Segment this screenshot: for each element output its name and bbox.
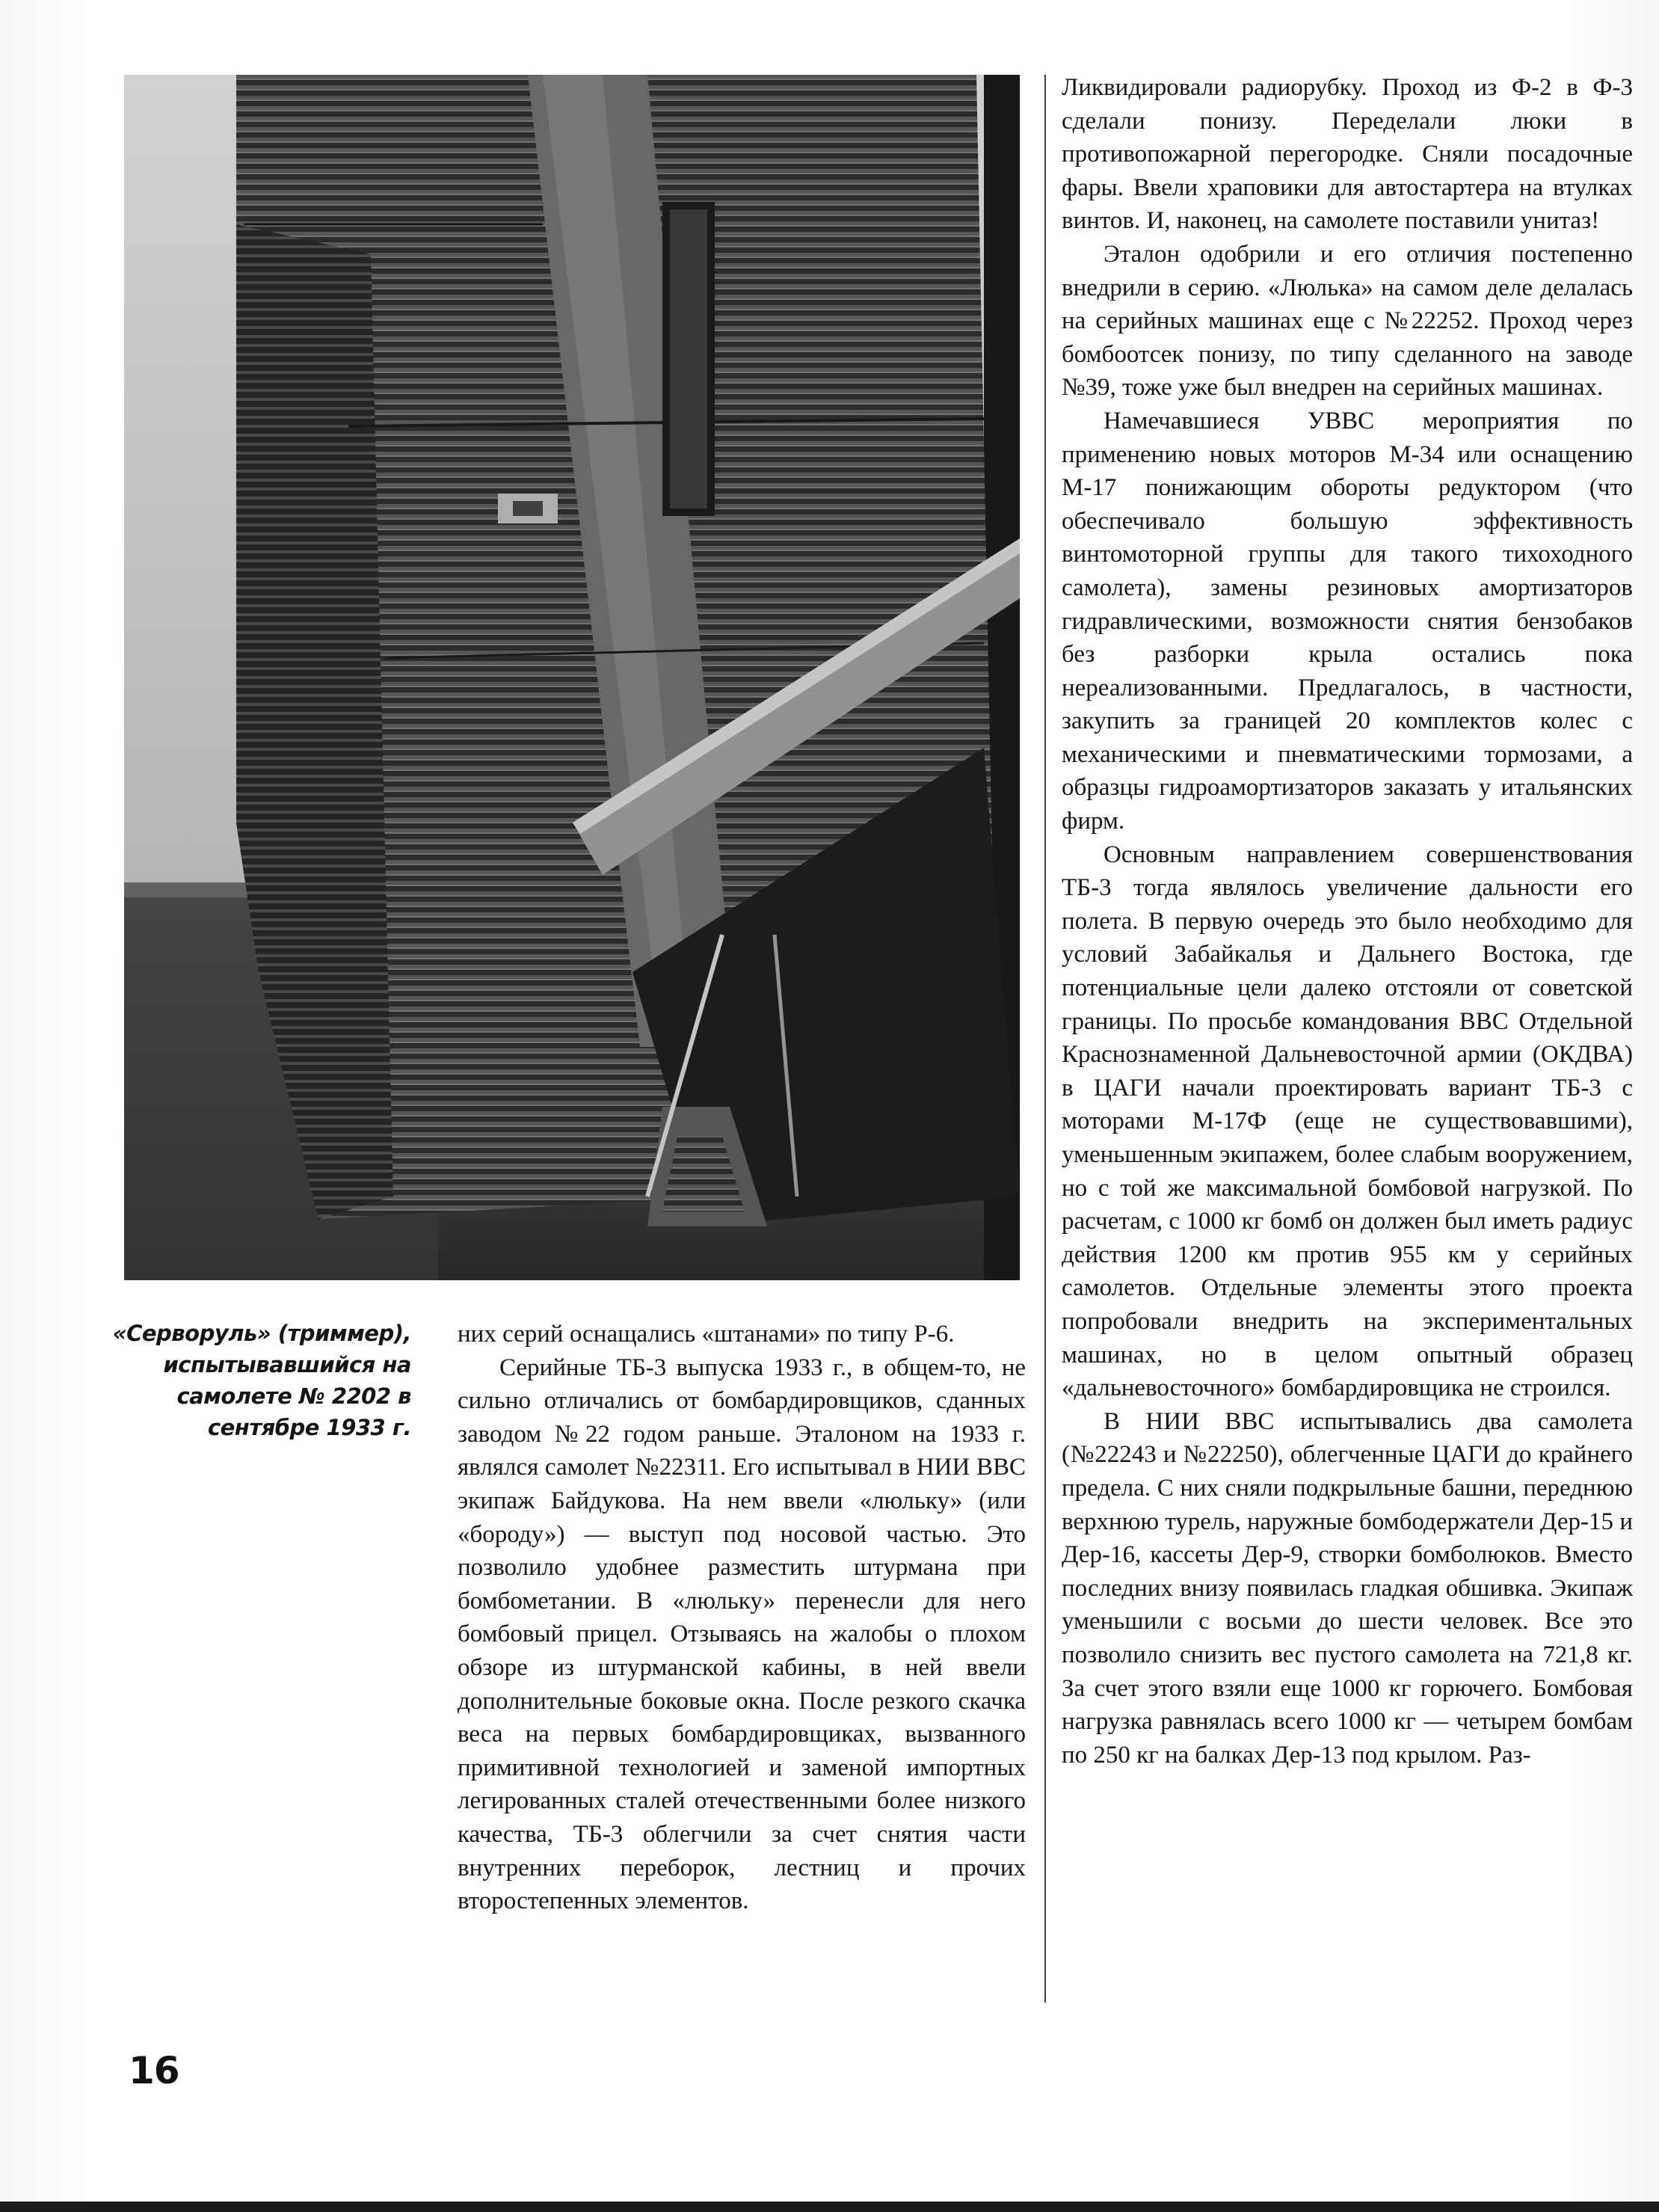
- paragraph: них серий оснащались «штанами» по типу Р-6.: [458, 1321, 955, 1348]
- right-text-column: [1062, 71, 1633, 1772]
- caption-line: самолете № 2202 в: [176, 1383, 411, 1409]
- paragraph: Ликвидировали радиорубку. Проход из Ф-2 в Ф-3 сделали понизу. Переделали люки в противопожарной перегородке. Сняли посадочные фары. Ввели храповики для автостартера на втулках винтов. И, наконец, на самолете поставили унитаз!: [1062, 74, 1633, 235]
- paragraph: Намечавшиеся УВВС мероприятия по применению новых моторов М-34 или оснащению М-17 понижающим обороты редуктором (что обеспечивало большую эффективность винтомоторной группы для такого тихоходного самолета), замены резиновых амортизаторов гидравлическими, возможности снятия бензобаков без разборки крыла остались пока нереализованными. Предлагалось, в частности, закупить за границей 20 комплектов колес с механическими и пневматическими тормозами, а образцы гидроамортизаторов заказать у итальянских фирм.: [1062, 407, 1633, 835]
- paragraph: Основным направлением совершенствования ТБ-3 тогда являлось увеличение дальности его полета. В первую очередь это было необходимо для условий Забайкалья и Дальнего Востока, где потенциальные цели далеко отстояли от советской границы. По просьбе командования ВВС Отдельной Краснознаменной Дальневосточной армии (ОКДВА) в ЦАГИ начали проектировать вариант ТБ-3 с моторами М-17Ф (еще не существовавшими), уменьшенным экипажем, более слабым вооружением, но с той же максимальной бомбовой нагрузкой. По расчетам, с 1000 кг бомб он должен был иметь радиус действия 1200 км против 955 км у серийных самолетов. Отдельные элементы этого проекта попробовали внедрить на экспериментальных машинах, но в целом опытный образец «дальневосточного» бомбардировщика не строился.: [1062, 841, 1633, 1402]
- aircraft-photo: [124, 75, 1020, 1280]
- caption-line: «Серворуль» (триммер),: [112, 1321, 411, 1346]
- rudder-trimmer-photo-icon: [124, 75, 1020, 1280]
- caption-line: сентябре 1933 г.: [207, 1415, 411, 1440]
- column-divider: [1044, 75, 1046, 2003]
- scan-edge: [0, 2202, 1659, 2212]
- caption-line: испытывавшийся на: [163, 1352, 411, 1377]
- left-text-column: [458, 1318, 1026, 1918]
- photo-caption: [112, 1318, 411, 1443]
- page-number: 16: [129, 2049, 179, 2092]
- paragraph: В НИИ ВВС испытывались два самолета (№22243 и №22250), облегченные ЦАГИ до крайнего предела. С них сняли подкрыльные башни, переднюю верхнюю турель, наружные бомбодержатели Дер-15 и Дер-16, кассеты Дер-9, створки бомболюков. Вместо последних внизу появилась гладкая обшивка. Экипаж уменьшили с восьми до шести человек. Все это позволило снизить вес пустого самолета на 721,8 кг. За счет этого взяли еще 1000 кг горючего. Бомбовая нагрузка равнялась всего 1000 кг — четырем бомбам по 250 кг на балках Дер-13 под крылом. Раз-: [1062, 1407, 1633, 1769]
- paragraph: Эталон одобрили и его отличия постепенно внедрили в серию. «Люлька» на самом деле делалась на серийных машинах еще с №22252. Проход через бомбоотсек понизу, по типу сделанного на заводе №39, тоже уже был внедрен на серийных машинах.: [1062, 240, 1633, 402]
- paragraph: Серийные ТБ-3 выпуска 1933 г., в общем-то, не сильно отличались от бомбардировщиков, сданных заводом №22 годом раньше. Эталоном на 1933 г. являлся самолет №22311. Его испытывал в НИИ ВВС экипаж Байдукова. На нем ввели «люльку» (или «бороду») — выступ под носовой частью. Это позволило удобнее разместить штурмана при бомбометании. В «люльку» перенесли для него бомбовый прицел. Отзываясь на жалобы о плохом обзоре из штурманской кабины, в ней ввели дополнительные боковые окна. После резкого скачка веса на первых бомбардировщиках, вызванного примитивной технологией и заменой импортных легированных сталей отечественными более низкого качества, ТБ-3 облегчили за счет снятия части внутренних переборок, лестниц и прочих второстепенных элементов.: [458, 1354, 1026, 1915]
